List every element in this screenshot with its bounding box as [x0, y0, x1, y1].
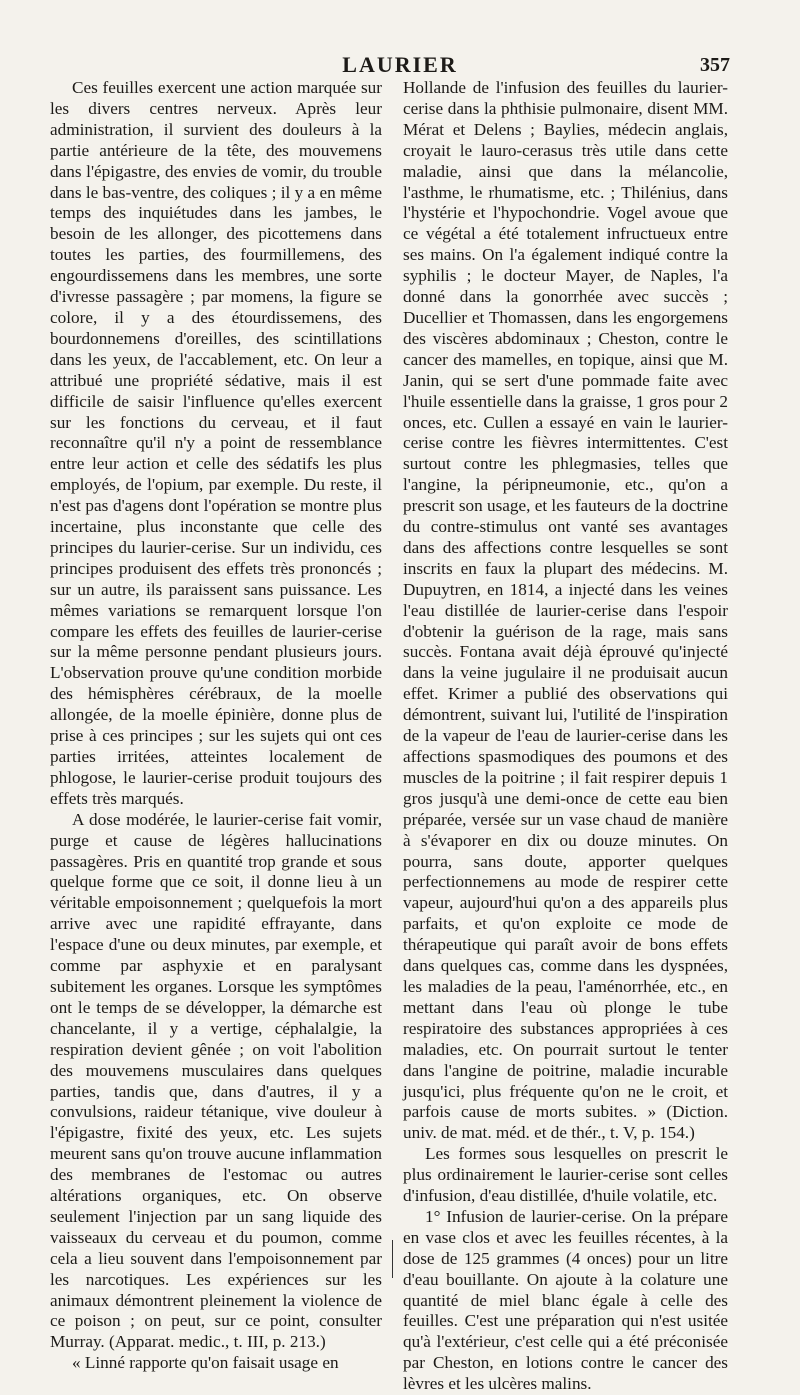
paragraph: Hollande de l'infusion des feuilles du laurier-cerise dans la phthisie pulmonaire, disent MM. Mérat et Delens ; Baylies, médecin anglais, croyait le lauro-cerasus très utile dans cette maladie, ainsi que dans la mélancolie, l'asthme, le rhumatisme, etc. ; Thilénius, dans l'hystérie et l'hypochondrie. Vogel avoue que ce végétal a été totalement infructueux entre ses mains. On l'a également indiqué contre la syphilis ; le docteur Mayer, de Naples, l'a donné dans la gonorrhée avec succès ; Ducellier et Thomassen, dans les engorgemens des viscères abdominaux ; Cheston, contre le cancer des mamelles, en topique, ainsi que M. Janin, qui se sert d'une pommade faite avec l'huile essentielle dans la graisse, 1 gros pour 2 onces, etc. Cullen a essayé en vain le laurier-cerise contre les fièvres intermittentes. C'est surtout contre les phlegmasies, telles que l'angine, la péripneumonie, etc., qu'on a prescrit son usage, et les fauteurs de la doctrine du contre-stimulus ont vanté ses avantages dans des affections contre lesquelles se sont inscrits en faux la plupart des médecins. M. Dupuytren, en 1814, a injecté dans les veines l'eau distillée de laurier-cerise dans l'espoir d'obtenir la guérison de la rage, mais sans succès. Fontana avait déjà éprouvé qu'injecté dans la veine jugulaire il ne produisait aucun effet. Krimer a publié des observations qui démontrent, suivant lui, l'utilité de l'inspiration de la vapeur de l'eau de laurier-cerise dans les affections spasmodiques des poumons et des muscles de la poitrine ; il fait respirer depuis 1 gros jusqu'à une demi-once de cette eau bien préparée, versée sur un vase chaud de manière à s'évaporer en dix ou douze minutes. On pourra, sans doute, apporter quelques perfectionnemens au mode de respirer cette vapeur, aujourd'hui qu'on a des appareils plus parfaits, et qu'on exploite ce mode de thérapeutique qui paraît avoir de bons effets dans quelques cas, comme dans les dyspnées, les maladies de la peau, l'aménorrhée, etc., en mettant dans l'eau où plonge le tube respiratoire des substances appropriées à ces maladies, etc. On pourrait surtout le tenter dans l'angine de poitrine, maladie incurable jusqu'ici, plus fréquente qu'on ne le croit, et parfois cause de morts subites. » (Diction. univ. de mat. méd. et de thér., t. V, p. 154.) — [403, 78, 729, 1143]
paragraph: Ces feuilles exercent une action marquée sur les divers centres nerveux. Après leur administration, il survient des douleurs à la partie antérieure de la tête, des mouvemens dans l'épigastre, des envies de vomir, du trouble dans le bas-ventre, des coliques ; il y a en même temps des inquiétudes dans les jambes, le besoin de les allonger, des picottemens dans toutes les parties, des fourmillemens, des engourdissemens dans les membres, une sorte d'ivresse passagère ; par momens, la figure se colore, il y a des étourdissemens, des bourdonnemens d'oreilles, des scintillations dans les yeux, de l'accablement, etc. On leur a attribué une propriété sédative, mais il est difficile de saisir l'influence qu'elles exercent sur les fonctions du cerveau, et il faut reconnaître qu'il n'y a point de ressemblance entre leur action et celle des sédatifs les plus employés, de l'opium, par exemple. Du reste, il n'est pas d'agens dont l'opération se montre plus incertaine, plus inconstante que celle des principes du laurier-cerise. Sur un individu, ces principes produisent des effets très prononcés ; sur un autre, ils paraissent sans puissance. Les mêmes variations se remarquent lorsque l'on compare les effets des feuilles de laurier-cerise sur la même personne pendant plusieurs jours. L'observation prouve qu'une condition morbide des hémisphères cérébraux, de la moelle allongée, de la moelle épinière, donne plus de prise à ces principes ; sur les sujets qui ont ces parties irritées, atteintes localement de phlogose, le laurier-cerise produit toujours des effets très marqués. — [50, 78, 382, 808]
paragraph: Les formes sous lesquelles on prescrit le plus ordinairement le laurier-cerise sont celles d'infusion, d'eau distillée, d'huile volatile, etc. — [403, 1144, 728, 1206]
page-number: 357 — [700, 54, 730, 76]
column-divider — [392, 1240, 393, 1278]
running-title: LAURIER — [342, 52, 458, 77]
paragraph: « Linné rapporte qu'on faisait usage en — [72, 1353, 339, 1373]
page-header — [0, 50, 800, 80]
paragraph: A dose modérée, le laurier-cerise fait vomir, purge et cause de légères hallucinations passagères. Pris en quantité trop grande et sous quelque forme que ce soit, il donne lieu à un véritable empoisonnement ; quelquefois la mort arrive avec une rapidité effrayante, dans l'espace d'une ou deux minutes, par exemple, et comme par asphyxie et en paralysant subitement les organes. Lorsque les symptômes ont le temps de se développer, la démarche est chancelante, il y a vertige, céphalalgie, la respiration devient gênée ; on voit l'abolition des mouvemens musculaires dans quelques parties, tandis que, dans d'autres, il y a convulsions, raideur tétanique, vive douleur à l'épigastre, fixité des yeux, etc. Les sujets meurent sans qu'on trouve aucune inflammation des membranes de l'estomac ou autres altérations organiques, etc. On observe seulement l'injection par un sang liquide des vaisseaux du cerveau et du poumon, comme cela a lieu souvent dans l'empoisonnement par les narcotiques. Les expériences sur les animaux démontrent pleinement la violence de ce poison ; on peut, sur ce point, consulter Murray. (Apparat. medic., t. III, p. 213.) — [50, 809, 382, 1352]
paragraph: 1° Infusion de laurier-cerise. On la prépare en vase clos et avec les feuilles récentes, à la dose de 125 grammes (4 onces) pour un litre d'eau bouillante. On ajoute à la colature une quantité de miel blanc égale à celle des feuilles. C'est une préparation qui n'est usitée qu'à l'extérieur, c'est celle qui a été préconisée par Cheston, en lotions contre le cancer des lèvres et les ulcères malins. — [403, 1206, 728, 1394]
left-column — [50, 78, 382, 1374]
right-column — [403, 78, 728, 1395]
